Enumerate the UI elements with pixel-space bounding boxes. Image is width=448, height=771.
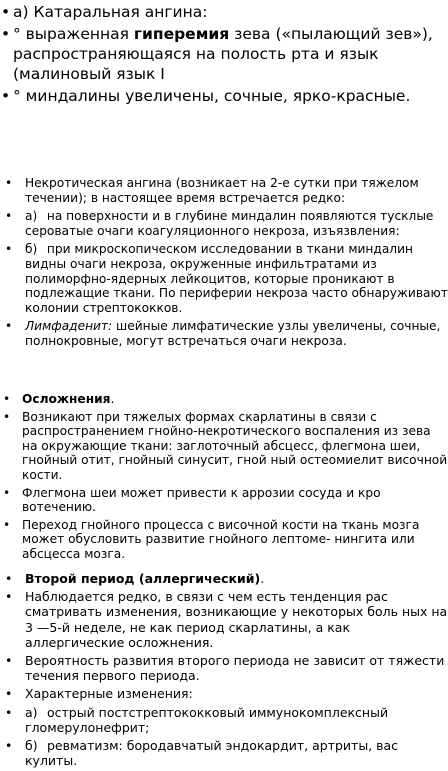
list-item [0, 242, 448, 315]
necrotic-angina-list [0, 176, 448, 349]
bullet-icon: • [1, 87, 11, 105]
complications-section [0, 392, 448, 565]
bullet-icon: • [5, 319, 13, 334]
hyperemia-term: гиперемия [133, 25, 230, 43]
hyperemia-text-start: ° выраженная [13, 25, 134, 43]
list-item [0, 410, 448, 483]
item-label: а) [25, 704, 38, 720]
necrosis-foci-text: на поверхности и в глубине миндалин появляются тусклые сероватые очаги коагуляционного некроза, изъязвления: [25, 209, 434, 238]
bullet-icon: • [3, 409, 11, 424]
lymphadenitis-text: шейные лимфатические узлы увеличены, сочные, полнокровные, могут встречаться очаги некроза. [25, 319, 441, 348]
complications-heading: Осложнения [22, 392, 111, 406]
list-item [0, 653, 448, 683]
brain-spread-text: Переход гнойного процесса с височной кости на ткань мозга может обусловить развитие гнойного лептоме- нингита или абсцесса мозга. [22, 517, 420, 561]
neck-phlegmon-text: Флегмона шеи может привести к аррозии сосуда и кро вотечению. [22, 485, 381, 515]
bullet-icon: • [3, 517, 11, 532]
necrotic-angina-section [0, 176, 448, 353]
second-period-heading: Второй период (аллергический) [25, 571, 261, 586]
second-period-list [0, 571, 448, 768]
catarrhal-angina-list [0, 2, 448, 106]
list-item [0, 589, 448, 650]
bullet-icon: • [5, 704, 13, 720]
complications-cause-text: Возникают при тяжелых формах скарлатины в связи с распространением гнойно-некротического воспаления из зева на окружающие ткани: заглоточный абсцесс, флегмона шеи, гнойный отит, гнойный синусит, гной ный остеомиелит височной кости. [22, 409, 448, 482]
bullet-icon: • [5, 176, 13, 190]
list-item [0, 86, 448, 106]
lymphadenitis-label: Лимфаденит: [25, 319, 113, 334]
necrotic-angina-intro: Некротическая ангина (возникает на 2-е сутки при тяжелом течении); в настоящее время встречается редко: [25, 176, 419, 205]
complications-list [0, 392, 448, 562]
bullet-icon: • [1, 25, 11, 43]
list-item [0, 392, 448, 407]
bullet-icon: • [1, 3, 11, 21]
item-label: б) [25, 738, 38, 754]
catarrhal-angina-title: а) Катаральная ангина: [13, 3, 208, 21]
list-item [0, 24, 448, 84]
bullet-icon: • [5, 589, 13, 605]
list-item [0, 209, 448, 238]
bullet-icon: • [5, 571, 13, 586]
list-item [0, 571, 448, 586]
bullet-icon: • [5, 242, 13, 257]
list-item [0, 176, 448, 205]
list-item [0, 738, 448, 768]
item-label: б) [25, 242, 38, 257]
rare-observation-text: Наблюдается редко, в связи с чем есть тенденция рас сматривать изменения, возникающие у некоторых боль ных на 3 —5-й неделе, не как период скарлатины, а как аллергические осложнения. [25, 589, 448, 650]
list-item [0, 705, 448, 735]
bullet-icon: • [3, 392, 11, 406]
bullet-icon: • [5, 686, 13, 702]
hyperemia-text-end: зева («пылающий зев»), распространяющаяся на полость рта и язык (малиновый язык I [13, 25, 433, 83]
list-item [0, 518, 448, 562]
bullet-icon: • [3, 485, 11, 500]
catarrhal-angina-section [0, 2, 448, 108]
characteristic-changes-text: Характерные изменения: [25, 686, 193, 702]
heading-period: . [260, 571, 265, 586]
list-item [0, 2, 448, 22]
glomerulonephritis-text: острый постстрептококковый иммунокомплексный гломерулонефрит; [25, 704, 389, 735]
list-item [0, 319, 448, 348]
bullet-icon: • [5, 209, 13, 224]
item-label: а) [25, 209, 38, 224]
tonsils-text: ° миндалины увеличены, сочные, ярко-красные. [13, 87, 411, 105]
list-item [0, 686, 448, 701]
bullet-icon: • [5, 653, 13, 669]
second-period-section [0, 571, 448, 771]
rheumatism-text: ревматизм: бородавчатый эндокардит, артриты, вас кулиты. [25, 738, 399, 769]
probability-text: Вероятность развития второго периода не зависит от тяжести течения первого периода. [25, 653, 445, 684]
list-item [0, 486, 448, 515]
bullet-icon: • [5, 738, 13, 754]
microscopy-text: при микроскопическом исследовании в ткани миндалин видны очаги некроза, окруженные инфильтратами из полиморфно-ядерных лейкоцитов, которые проникают в подлежащие ткани. По периферии некроза часто обнаруживают колонии стрептококков. [25, 242, 448, 315]
heading-period: . [110, 392, 115, 406]
